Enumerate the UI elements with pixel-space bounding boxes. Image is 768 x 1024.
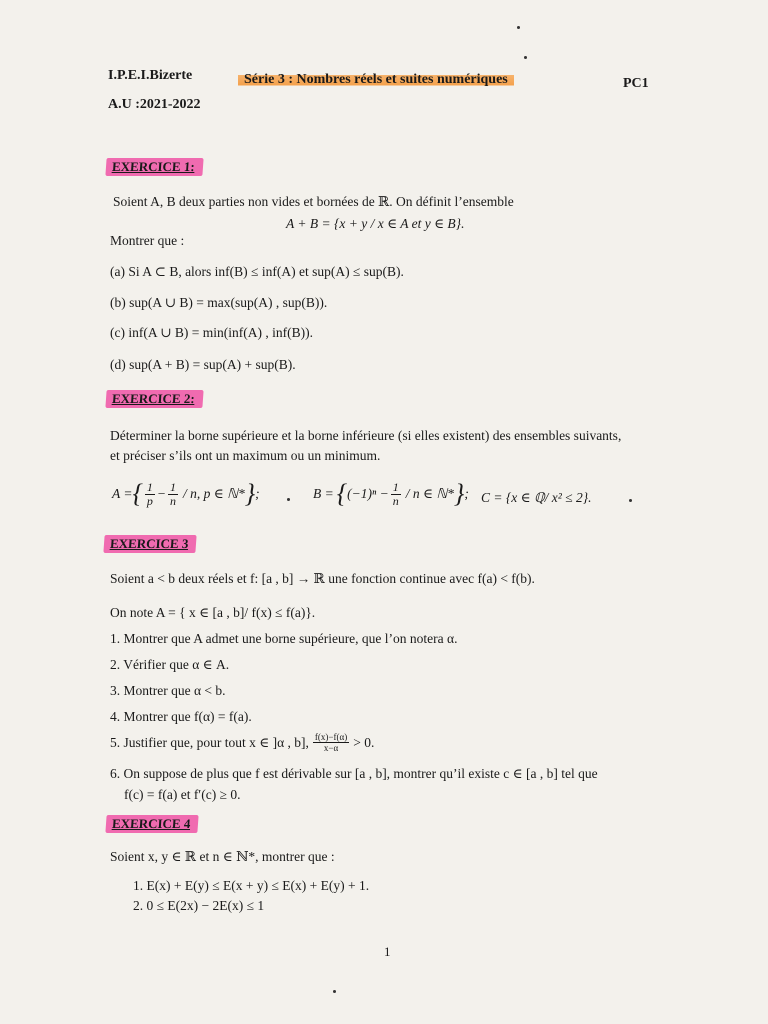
academic-year: A.U :2021-2022 (108, 97, 201, 112)
exercise-3-q3: 3. Montrer que α < b. (110, 683, 226, 698)
class-name: PC1 (623, 76, 649, 91)
q5-fraction (313, 732, 349, 753)
set-b-name: B = (313, 486, 334, 501)
scan-speck (333, 990, 336, 993)
exercise-4-item-2: 2. 0 ≤ E(2x) − 2E(x) ≤ 1 (133, 898, 265, 913)
exercise-2-line-1: Déterminer la borne supérieure et la borne inférieure (si elles existent) des ensembles suivants, (110, 428, 622, 443)
exercise-2-line-2: et préciser s’ils ont un maximum ou un minimum. (110, 448, 381, 463)
exercise-1-intro: Soient A, B deux parties non vides et bornées de ℝ. On définit l’ensemble (113, 194, 514, 209)
scan-speck (524, 56, 527, 59)
exercise-3-label: EXERCICE 3 (103, 535, 197, 553)
exercise-3-intro: Soient a < b deux réels et f: [a , b] → ℝ une fonction continue avec f(a) < f(b). (110, 571, 535, 586)
separator: ; (464, 486, 469, 501)
exercise-1-item-d: (d) sup(A + B) = sup(A) + sup(B). (110, 357, 296, 372)
exercise-1-item-c: (c) inf(A ∪ B) = min(inf(A) , inf(B)). (110, 325, 314, 340)
numerator: 1 (146, 479, 153, 494)
exercise-1-definition: A + B = {x + y / x ∈ A et y ∈ B}. (286, 216, 465, 231)
fraction-one-over-n (391, 481, 401, 508)
set-b-condition: / n ∈ ℕ* (405, 486, 454, 501)
exercise-1-item-a: (a) Si A ⊂ B, alors inf(B) ≤ inf(A) et sup(A) ≤ sup(B). (110, 264, 404, 279)
fraction-one-over-n (168, 481, 178, 508)
exercise-4-item-1: 1. E(x) + E(y) ≤ E(x + y) ≤ E(x) + E(y) + 1. (133, 878, 370, 893)
scan-speck (517, 26, 520, 29)
exercise-3-q5 (110, 732, 374, 753)
exercise-2-label: EXERCICE 2: (105, 390, 203, 408)
q5-inequality: > 0. (353, 734, 375, 750)
exercise-3-q6-line-1: 6. On suppose de plus que f est dérivable sur [a , b], montrer qu’il existe c ∈ [a , b] tel que (110, 766, 598, 781)
exercise-1-item-b: (b) sup(A ∪ B) = max(sup(A) , sup(B)). (110, 295, 328, 310)
scan-speck (287, 498, 290, 501)
numerator: 1 (170, 479, 177, 494)
exercise-4-label: EXERCICE 4 (105, 815, 199, 833)
scan-speck (629, 499, 632, 502)
set-b-right-brace: } (453, 479, 465, 508)
set-c-formula: C = {x ∈ ℚ/ x² ≤ 2}. (481, 490, 592, 505)
set-a-name: A = (112, 486, 133, 501)
set-b-left-brace: { (336, 479, 348, 508)
exercise-3-note: On note A = { x ∈ [a , b]/ f(x) ≤ f(a)}. (110, 605, 316, 620)
minus-sign: − (156, 486, 167, 501)
exercise-3-q6-line-2: f(c) = f(a) et f′(c) ≥ 0. (124, 787, 241, 802)
denominator: n (392, 493, 399, 508)
page-number: 1 (384, 944, 391, 959)
set-b-formula (313, 479, 469, 509)
exercise-1-label: EXERCICE 1: (105, 158, 203, 176)
denominator: n (170, 493, 177, 508)
denominator: x−α (323, 743, 339, 753)
set-a-condition: / n, p ∈ ℕ* (183, 486, 245, 501)
exercise-3-q2: 2. Vérifier que α ∈ A. (110, 657, 230, 672)
set-a-left-brace: { (132, 479, 143, 508)
fraction-one-over-p (145, 481, 155, 508)
numerator: 1 (392, 479, 399, 494)
institution: I.P.E.I.Bizerte (108, 68, 193, 83)
sheet-title: Série 3 : Nombres réels et suites numériques (238, 72, 514, 88)
separator: ; (255, 486, 260, 501)
set-a-right-brace: } (244, 479, 256, 508)
denominator: p (146, 493, 153, 508)
numerator: f(x)−f(α) (314, 732, 348, 742)
set-b-term: (−1)ⁿ − (347, 486, 389, 501)
exercise-3-q4: 4. Montrer que f(α) = f(a). (110, 709, 252, 724)
q5-text: 5. Justifier que, pour tout x ∈ ]α , b], (110, 734, 309, 750)
exercise-1-show: Montrer que : (110, 233, 185, 248)
set-a-formula (112, 479, 260, 509)
exercise-3-q1: 1. Montrer que A admet une borne supérieure, que l’on notera α. (110, 631, 458, 646)
exercise-4-intro: Soient x, y ∈ ℝ et n ∈ ℕ*, montrer que : (110, 849, 335, 864)
